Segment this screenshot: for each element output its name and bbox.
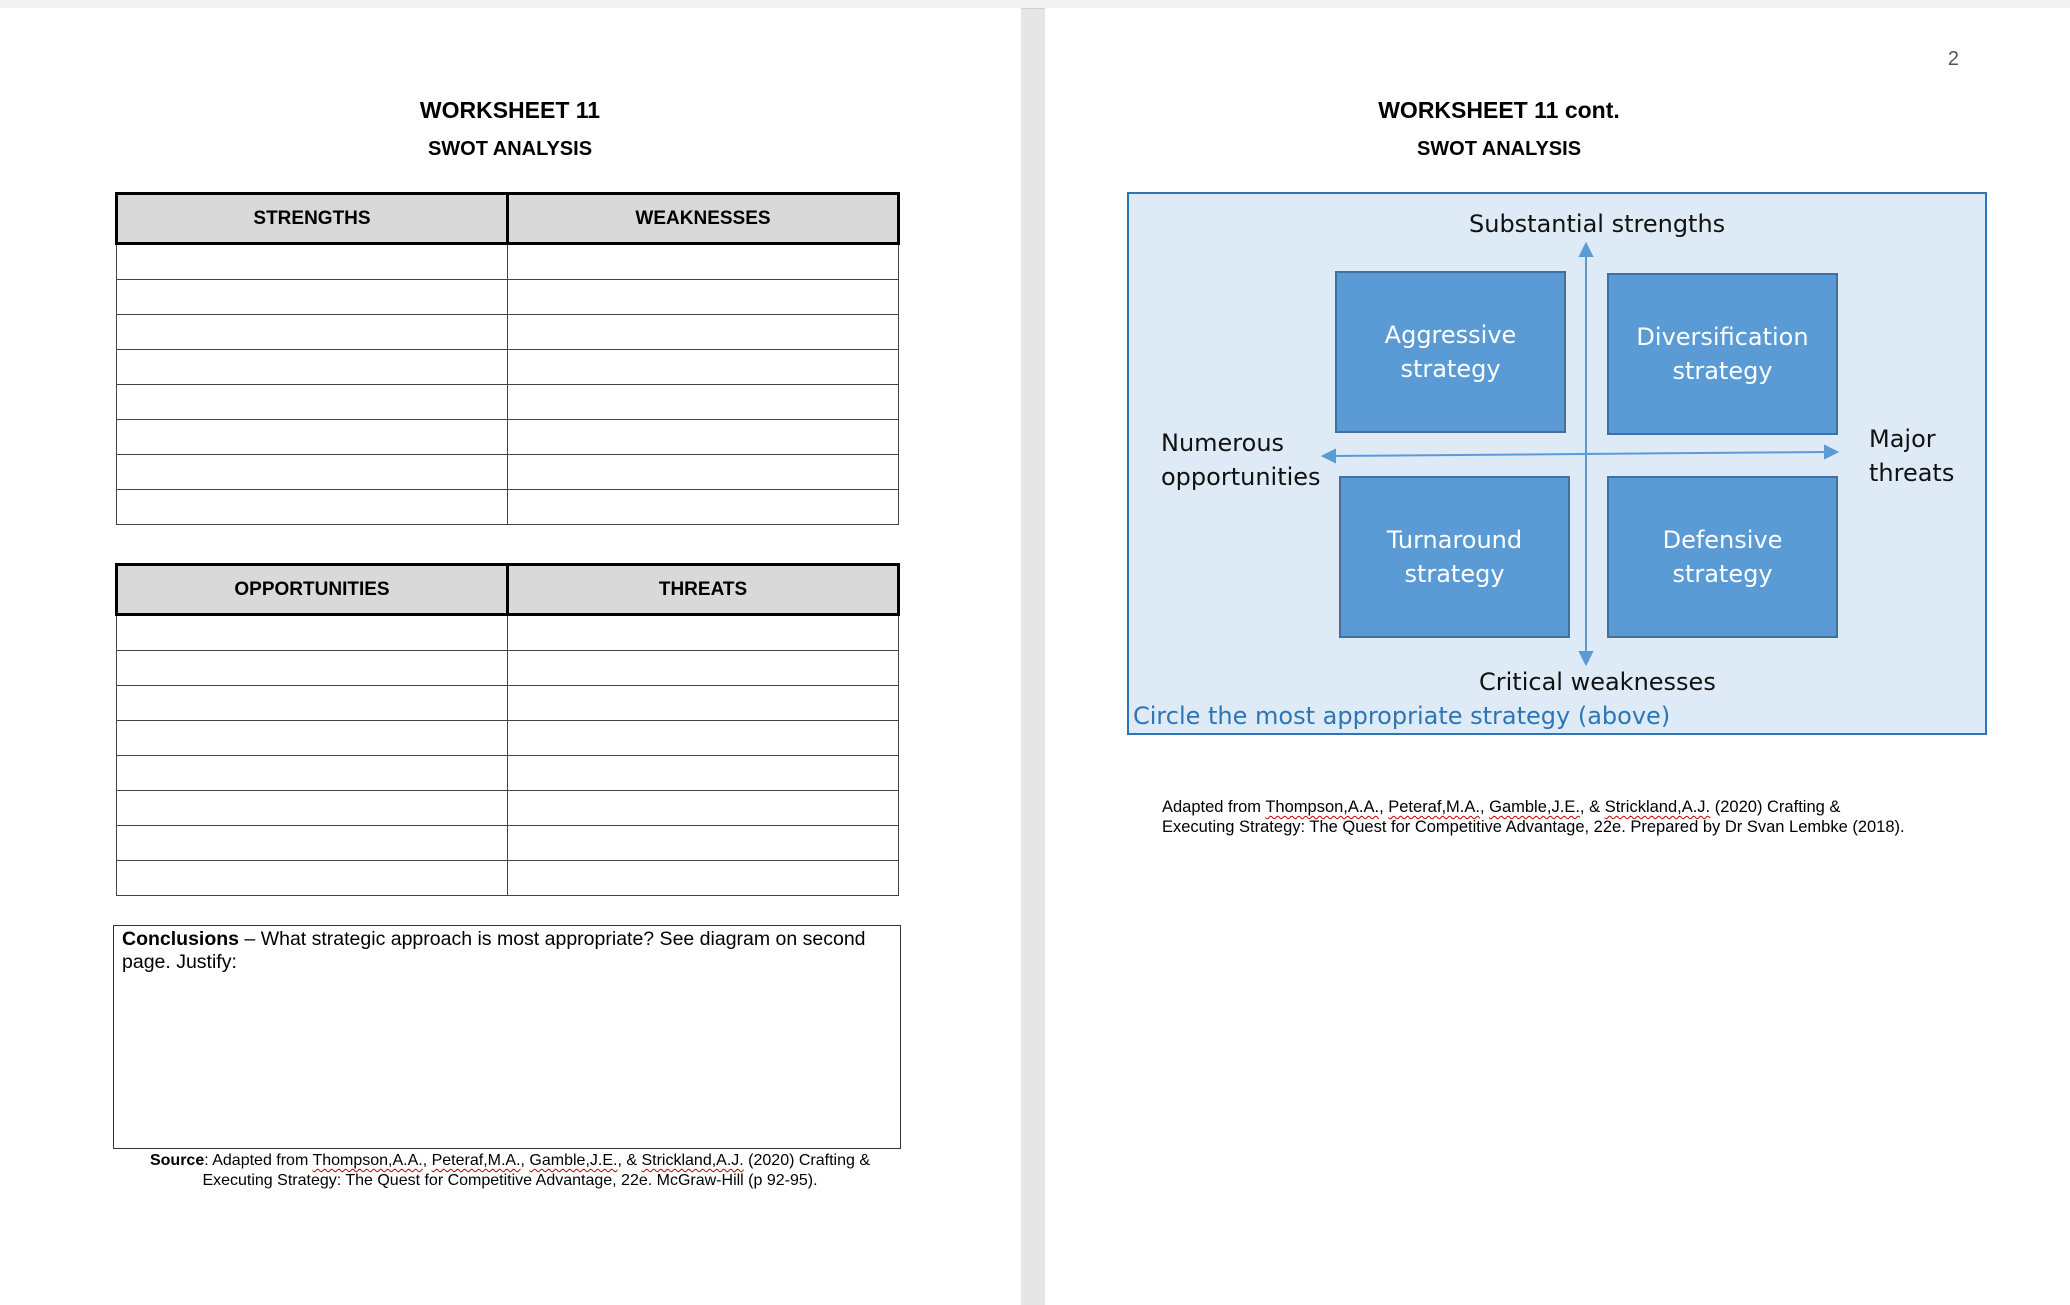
table-row xyxy=(117,490,899,525)
table-row xyxy=(117,455,899,490)
table-row xyxy=(117,721,899,756)
sw-left-cell[interactable] xyxy=(117,280,508,315)
sw-left-cell[interactable] xyxy=(117,455,508,490)
ot-right-cell[interactable] xyxy=(508,721,899,756)
strengths-header: STRENGTHS xyxy=(117,194,508,244)
document-page-2 xyxy=(1045,8,2070,1305)
ot-left-cell[interactable] xyxy=(117,651,508,686)
worksheet-subtitle: SWOT ANALYSIS xyxy=(427,138,593,160)
strengths-weaknesses-table xyxy=(115,192,900,525)
table-row xyxy=(117,315,899,350)
sw-left-cell[interactable] xyxy=(117,385,508,420)
ot-right-cell[interactable] xyxy=(508,651,899,686)
worksheet-title: WORKSHEET 11 xyxy=(419,97,601,123)
sw-right-cell[interactable] xyxy=(508,455,899,490)
table-row xyxy=(117,615,899,651)
table-row xyxy=(117,651,899,686)
circle-instruction: Circle the most appropriate strategy (above) xyxy=(1133,702,1671,730)
author-gamble: Gamble,J.E. xyxy=(529,1152,618,1169)
table-row xyxy=(117,791,899,826)
sw-right-cell[interactable] xyxy=(508,420,899,455)
sw-right-cell[interactable] xyxy=(508,385,899,420)
conclusions-text: – What strategic approach is most appropriate? See diagram on second page. Justify: xyxy=(122,928,866,973)
diversification-strategy-box[interactable]: Diversification strategy xyxy=(1607,273,1838,435)
axis-left-label: Numerous opportunities xyxy=(1161,429,1321,491)
table-row xyxy=(117,244,899,280)
table-row xyxy=(117,756,899,791)
ot-left-cell[interactable] xyxy=(117,615,508,651)
author-peteraf: Peteraf,M.A. xyxy=(431,1152,521,1169)
ot-right-cell[interactable] xyxy=(508,791,899,826)
ot-left-cell[interactable] xyxy=(117,826,508,861)
table-row xyxy=(117,350,899,385)
sw-right-cell[interactable] xyxy=(508,315,899,350)
axis-right-label: Major threats xyxy=(1869,425,1955,487)
ot-left-cell[interactable] xyxy=(117,791,508,826)
ot-right-cell[interactable] xyxy=(508,756,899,791)
ot-right-cell[interactable] xyxy=(508,826,899,861)
sw-right-cell[interactable] xyxy=(508,350,899,385)
author-strickland: Strickland,A.J. xyxy=(641,1152,744,1169)
conclusions-box[interactable] xyxy=(113,925,901,1149)
opportunities-threats-table xyxy=(115,563,900,896)
ot-right-cell[interactable] xyxy=(508,861,899,896)
ot-left-cell[interactable] xyxy=(117,721,508,756)
sw-right-cell[interactable] xyxy=(508,244,899,280)
adapted-citation: Adapted from Thompson,A.A., Peteraf,M.A., Gamble,J.E., & Strickland,A.J. (2020) Crafting & Executing Strategy: The Quest for Competitive Advantage, 22e. Prepared by Dr Svan Lembke (2018). xyxy=(1162,798,1905,836)
source-citation: Source: Adapted from Thompson,A.A., Peteraf,M.A., Gamble,J.E., & Strickland,A.J. (2020) Crafting & Executing Strategy: The Quest for Competitive Advantage, 22e. McGraw-Hill (p 92-95). xyxy=(149,1152,871,1189)
conclusions-label: Conclusions xyxy=(122,928,240,950)
axis-bottom-label: Critical weaknesses xyxy=(1479,668,1716,696)
threats-header: THREATS xyxy=(508,565,899,615)
ot-left-cell[interactable] xyxy=(117,756,508,791)
sw-left-cell[interactable] xyxy=(117,420,508,455)
document-page-1 xyxy=(0,8,1021,1305)
sw-right-cell[interactable] xyxy=(508,280,899,315)
table-row xyxy=(117,420,899,455)
ot-right-cell[interactable] xyxy=(508,686,899,721)
turnaround-strategy-box[interactable]: Turnaround strategy xyxy=(1339,476,1570,638)
worksheet-title-cont: WORKSHEET 11 cont. xyxy=(1378,97,1620,123)
table-row xyxy=(117,385,899,420)
page-number: 2 xyxy=(1947,48,1959,70)
sw-left-cell[interactable] xyxy=(117,244,508,280)
ot-left-cell[interactable] xyxy=(117,686,508,721)
table-row xyxy=(117,686,899,721)
table-row xyxy=(117,861,899,896)
defensive-strategy-box[interactable]: Defensive strategy xyxy=(1607,476,1838,638)
sw-left-cell[interactable] xyxy=(117,350,508,385)
axis-top-label: Substantial strengths xyxy=(1469,210,1726,238)
worksheet-subtitle-cont: SWOT ANALYSIS xyxy=(1416,138,1582,160)
sw-left-cell[interactable] xyxy=(117,490,508,525)
swot-strategy-diagram xyxy=(1127,192,1987,735)
table-row xyxy=(117,280,899,315)
sw-right-cell[interactable] xyxy=(508,490,899,525)
ot-right-cell[interactable] xyxy=(508,615,899,651)
ot-left-cell[interactable] xyxy=(117,861,508,896)
sw-left-cell[interactable] xyxy=(117,315,508,350)
aggressive-strategy-box[interactable]: Aggressive strategy xyxy=(1335,271,1566,433)
weaknesses-header: WEAKNESSES xyxy=(508,194,899,244)
source-label: Source xyxy=(149,1152,205,1169)
table-row xyxy=(117,826,899,861)
author-thompson: Thompson,A.A. xyxy=(312,1152,423,1169)
opportunities-header: OPPORTUNITIES xyxy=(117,565,508,615)
